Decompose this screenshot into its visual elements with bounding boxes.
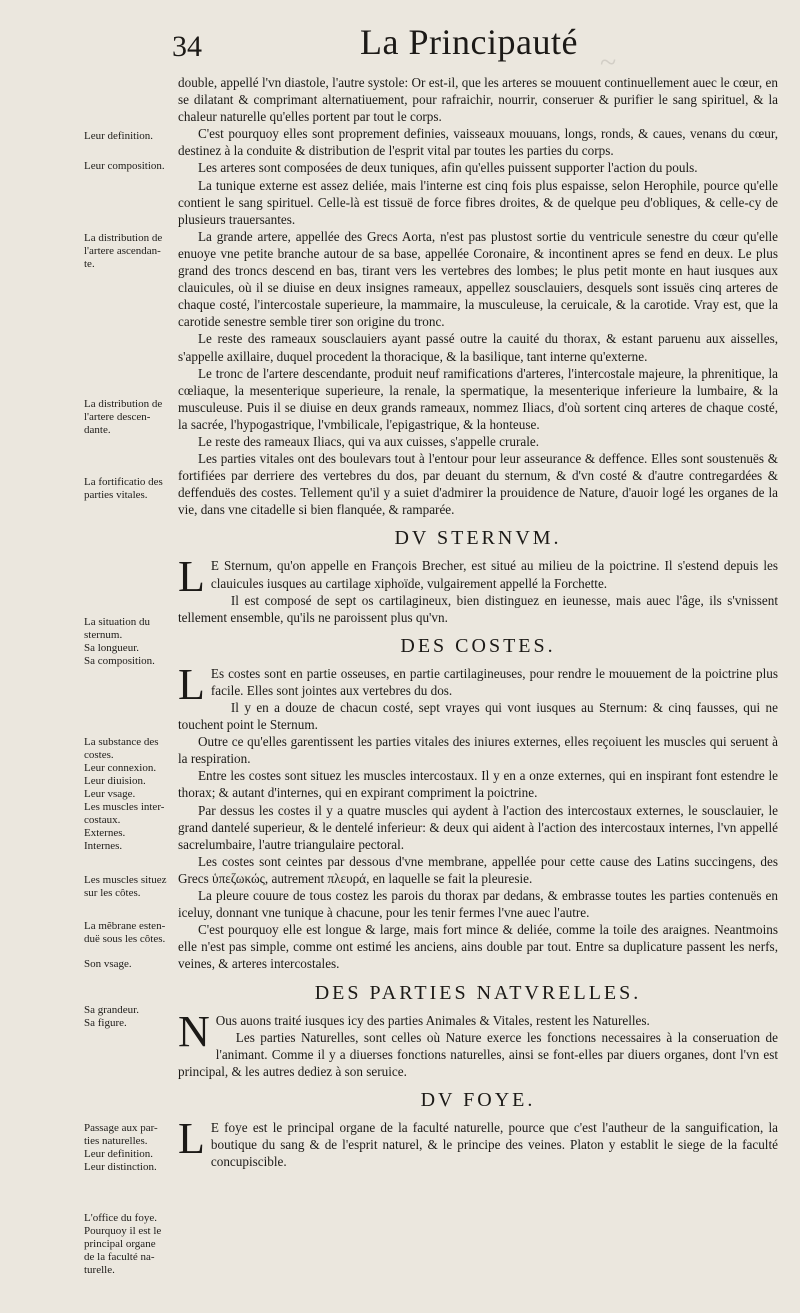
paragraph: Il y en a douze de chacun costé, sept vrayes qui vont iusques au Sternum: & cinq fausses, qui ne touchent point le Sternum. bbox=[178, 700, 778, 733]
paragraph: Le tronc de l'artere descendante, produit neuf ramifications d'arteres, l'intercostale majeure, la phrenitique, la cœliaque, la mesenterique superieure, la renale, la spermatique, la mesenterique inferieure la lumbaire, & la musculeuse. Puis il se diuise en deux grands rameaux, nommez Iliacs, d'où sortent cinq arteres de chaque costé, la sacrée, l'hypogastrique, l'vmbilicale, l'epigastrique, & la honteuse. bbox=[178, 365, 778, 432]
margin-note: La distribution de l'artere descen- dante. bbox=[84, 398, 163, 436]
margin-note: Passage aux par- ties naturelles. Leur definition. Leur distinction. bbox=[84, 1122, 158, 1173]
paragraph: L Es costes sont en partie osseuses, en partie cartilagineuses, pour rendre le mouuement de la poictrine plus facile. Elles sont jointes aux vertebres du dos. bbox=[178, 659, 778, 709]
paragraph: La pleure couure de tous costez les parois du thorax par dedans, & embrasse toutes les parties contenuës en iceluy, donnant vne tunique à chacune, pour les tenir fermes l'vne auec l'autre. bbox=[178, 888, 778, 921]
drop-cap: L bbox=[178, 659, 205, 709]
section-heading-foye: DV FOYE. bbox=[420, 1088, 536, 1111]
paragraph: Il est composé de sept os cartilagineux, bien distinguez en ieunesse, mais auec l'âge, ils s'vnissent tellement ensemble, qu'ils ne paroissent plus qu'vn. bbox=[178, 592, 778, 625]
paragraph: Les arteres sont composées de deux tuniques, afin qu'elles puissent supporter l'action du pouls. bbox=[198, 160, 698, 176]
running-title: La Principauté bbox=[360, 22, 578, 62]
drop-cap: L bbox=[178, 552, 205, 602]
margin-note: Leur composition. bbox=[84, 160, 165, 172]
paragraph: La tunique externe est assez deliée, mais l'interne est cinq fois plus espaisse, selon Herophile, pource qu'elle contient le sang spirituel. Celle-là est tissuë de force fibres droites, & de quelque peu d'obliques, & celle-cy de plusieurs trauersantes. bbox=[178, 177, 778, 227]
margin-note: Leur definition. bbox=[84, 130, 154, 142]
margin-note: La mẽbrane esten- duë sous les côtes. bbox=[84, 920, 166, 945]
section-heading-sternum: DV STERNVM. bbox=[394, 527, 562, 550]
margin-note: Les muscles situez sur les côtes. bbox=[84, 874, 167, 899]
drop-cap: N bbox=[178, 1006, 210, 1056]
page-number: 34 bbox=[172, 30, 202, 63]
paragraph: La grande artere, appellée des Grecs Aorta, n'est pas plustost sortie du ventricule senestre du cœur qu'elle enuoye vne petite branche autour de sa base, appellée Coronaire, & incontinent apres se fend en deux. Le plus grand des troncs descend en bas, tirant vers les vertebres des lombes; le plus petit monte en haut iusques aux clauicules, où il se diuise en deux insignes rameaux, appellez sousclauiers, desquels sont issuës cinq arteres de chaque costé, l'intercostale superieure, la mammaire, la musculeuse, la ceruicale, & la carotide. Vray est, que la carotide senestre semble tirer son origine du tronc. bbox=[178, 228, 778, 330]
margin-note: La substance des costes. Leur connexion. Leur diuision. Leur vsage. Les muscles inter- costaux. Externes. Internes. bbox=[84, 736, 165, 852]
paragraph: L E Sternum, qu'on appelle en François Brecher, est situé au milieu de la poictrine. Il s'estend depuis les clauicules iusques au cartilage xiphoïde, vulgairement appellé la Forchette. bbox=[178, 552, 778, 602]
paragraph: L E foye est le principal organe de la faculté naturelle, pource que c'est l'autheur de la sanguification, la boutique du sang & de l'esprit naturel, & le principe des veines. Platon y establit le siege de la faculté concupiscible. bbox=[178, 1113, 778, 1170]
margin-note: La distribution de l'artere ascendan- te. bbox=[84, 232, 163, 270]
paragraph: N Ous auons traité iusques icy des parties Animales & Vitales, restent les Naturelles. bbox=[178, 1006, 650, 1056]
margin-note: La fortificatio des parties vitales. bbox=[84, 476, 163, 501]
main-text-column bbox=[178, 74, 778, 1170]
paragraph: Les costes sont ceintes par dessous d'vne membrane, appellée pour cette cause des Latins succingens, des Grecs ὑπεζωκώς, autrement πλευρά, en laquelle se fait la pleuresie. bbox=[178, 853, 778, 886]
paragraph: Le reste des rameaux Iliacs, qui va aux cuisses, s'appelle crurale. bbox=[198, 433, 540, 449]
paragraph: Les parties Naturelles, sont celles où Nature exerce les fonctions necessaires à la conseruation de l'animant. Comme il y a diuerses fonctions naturelles, ainsi se font-elles par diuers organes, dont l'vn est principal, & les autres dediez à son seruice. bbox=[178, 1029, 778, 1079]
paragraph: Outre ce qu'elles garentissent les parties vitales des iniures externes, elles reçoiuent les muscles qui seruent à la respiration. bbox=[178, 734, 778, 767]
paragraph: C'est pourquoy elle est longue & large, mais fort mince & deliée, comme la toile des araignes. Neantmoins elle n'est pas simple, comme ont estimé les anciens, ains double par tout. Entre sa duplicature passent les nerfs, veines, & arteres intercostales. bbox=[178, 922, 778, 972]
paragraph: C'est pourquoy elles sont proprement definies, vaisseaux mouuans, longs, ronds, & caues, venans du cœur, destinez à la conduite & distribution de l'esprit vital par toutes les parties du corps. bbox=[178, 126, 778, 159]
margin-note: L'office du foye. Pourquoy il est le principal organe de la faculté na- turelle. bbox=[84, 1212, 162, 1276]
section-heading-naturelles: DES PARTIES NATVRELLES. bbox=[314, 981, 642, 1004]
paragraph: double, appellé l'vn diastole, l'autre systole: Or est-il, que les arteres se mouuent continuellement auec le cœur, en se dilatant & comprimant alternatiuement, pour rafraichir, nourrir, conseruer & purifier le sang spirituel, & la chaleur naturelle qu'elles portent par tout le corps. bbox=[178, 75, 778, 125]
margin-note: La situation du sternum. Sa longueur. Sa composition. bbox=[84, 616, 155, 667]
section-heading-costes: DES COSTES. bbox=[400, 634, 556, 657]
margin-note: Son vsage. bbox=[84, 958, 132, 970]
bleed-through-text: ~ bbox=[600, 46, 617, 79]
paragraph: Par dessus les costes il y a quatre muscles qui aydent à l'action des intercostaux externes, le sousclauier, le grand dantelé superieur, & le dentelé inferieur: & deux qui aident à l'action des intercostaux internes, l'vn appellé sacrelumbaire, l'autre triangulaire pectoral. bbox=[178, 802, 778, 852]
margin-note: Sa grandeur. Sa figure. bbox=[84, 1004, 139, 1029]
drop-cap: L bbox=[178, 1113, 205, 1163]
paragraph: Entre les costes sont situez les muscles intercostaux. Il y en a onze externes, qui en inspirant font estendre le thorax; & autant d'internes, qui en expirant compriment la poictrine. bbox=[178, 768, 778, 801]
paragraph: Les parties vitales ont des boulevars tout à l'entour pour leur asseurance & deffence. Elles sont soustenuës & fortifiées par derriere des vertebres du dos, par deuant du sternum, & d'vn costé & d'autre contregardées & deffenduës des costes. Tellement qu'il y a suiet d'admirer la prouidence de Nature, d'auoir logé les organes de la vie, dans vne citadelle si bien flanquée, & ramparée. bbox=[178, 451, 778, 518]
paragraph: Le reste des rameaux sousclauiers ayant passé outre la cauité du thorax, & estant paruenu aux aisselles, s'appelle axillaire, duquel procedent la thoracique, & la basilique, tant interne qu'externe. bbox=[178, 331, 778, 364]
